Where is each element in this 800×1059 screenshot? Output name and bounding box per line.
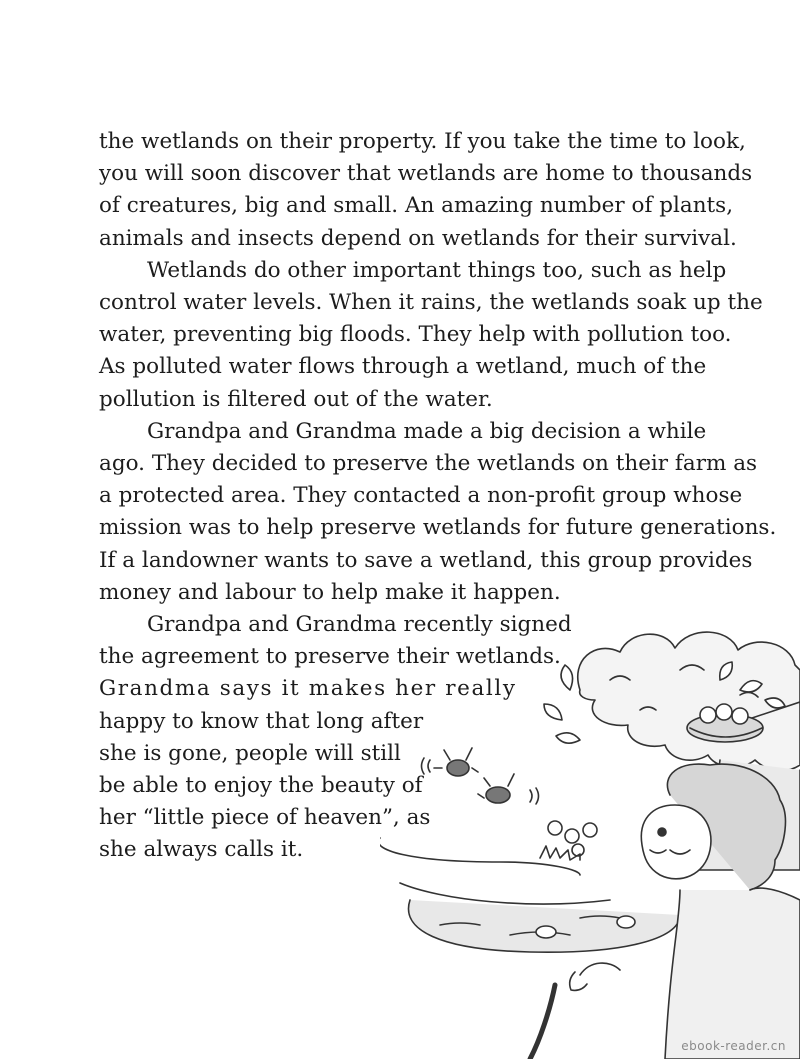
text-line: she is gone, people will still	[99, 740, 401, 766]
text-line: be able to enjoy the beauty of	[99, 773, 423, 799]
flower-patch	[540, 821, 597, 860]
text-line: Grandpa and Grandma made a big decision a while	[147, 418, 707, 444]
text-line: of creatures, big and small. An amazing number of plants,	[99, 193, 734, 219]
text-line: water, preventing big floods. They help with pollution too.	[99, 322, 732, 348]
bird-1	[422, 748, 479, 776]
text-line: If a landowner wants to save a wetland, this group provides	[99, 547, 753, 573]
text-line: Grandma says it makes her really	[99, 676, 517, 702]
text-line: pollution is filtered out of the water.	[99, 386, 493, 412]
text-line: ago. They decided to preserve the wetlands on their farm as	[99, 451, 758, 477]
text-line: she always calls it.	[99, 837, 304, 863]
text-line: Wetlands do other important things too, such as help	[147, 257, 727, 283]
text-line: animals and insects depend on wetlands for their survival.	[99, 225, 737, 251]
text-line: her “little piece of heaven”, as	[99, 805, 431, 831]
text-line: money and labour to help make it happen.	[99, 579, 561, 605]
text-line: the agreement to preserve their wetlands.	[99, 644, 561, 670]
paragraph-2	[99, 255, 763, 416]
text-line: mission was to help preserve wetlands for future generations.	[99, 515, 777, 541]
pond	[380, 838, 680, 952]
text-line: Grandpa and Grandma recently signed	[147, 612, 572, 638]
text-line: the wetlands on their property. If you take the time to look,	[99, 129, 746, 154]
text-line: As polluted water flows through a wetland, much of the	[99, 354, 707, 380]
watermark: ebook-reader.cn	[681, 1039, 786, 1053]
grandma-wetland-illustration	[380, 600, 800, 1059]
paragraph-3	[99, 416, 777, 609]
bird-2	[478, 774, 539, 804]
text-line: control water levels. When it rains, the wetlands soak up the	[99, 290, 763, 316]
text-line: happy to know that long after	[99, 708, 424, 734]
paragraph-1	[99, 126, 753, 255]
text-line: a protected area. They contacted a non-profit group whose	[99, 483, 743, 509]
text-line: you will soon discover that wetlands are home to thousands	[99, 161, 753, 187]
